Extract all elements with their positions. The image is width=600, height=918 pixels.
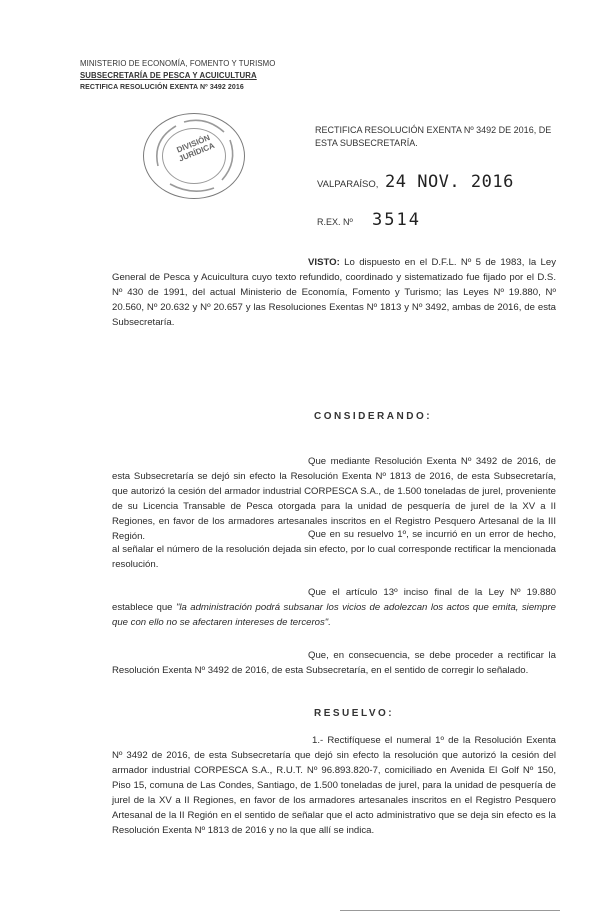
considerando-paragraph-2 bbox=[112, 527, 556, 572]
p3-text: Que el artículo 13º inciso final de la Ley Nº 19.880 establece que bbox=[112, 587, 556, 613]
division-juridica-stamp bbox=[143, 113, 245, 199]
resuelvo-1-text: 1.- Rectifíquese el numeral 1º de la Resolución Exenta Nº 3492 de 2016, de esta Subsecretaría que dejó sin efecto la resolución que autorizó la cesión del armador industrial CORPESCA S.A., R.U.T. Nº 96.893.820-7, comiciliado en Avenida El Golf Nº 150, Piso 15, comuna de Las Condes, Santiago, de 1.500 toneladas de jurel, para la unidad de pesquería de jurel de la XV a II Regiones, en favor de los armadores artesanales inscritos en el Registro Pesquero Artesanal de la II Región en el sentido de señalar que el acto administrativo que se deja sin efecto es la Resolución Exenta Nº 1813 de 2016 y no la que allí se indica. bbox=[112, 735, 556, 836]
visto-label: VISTO: bbox=[308, 257, 340, 268]
footer-rule bbox=[340, 910, 560, 911]
considerando-paragraph-3 bbox=[112, 585, 556, 630]
place-label: VALPARAÍSO, bbox=[317, 179, 379, 190]
stamp-center-text: DIVISIÓN JURÍDICA bbox=[175, 133, 216, 164]
ministry-header: MINISTERIO DE ECONOMÍA, FOMENTO Y TURISMO bbox=[80, 59, 276, 68]
subsecretaria-header: SUBSECRETARÍA DE PESCA Y ACUICULTURA bbox=[80, 71, 257, 80]
p3-quote: "la administración podrá subsanar los vicios de adolezcan los actos que emita, siempre que con ello no se afectaren intereses de terceros". bbox=[112, 602, 557, 628]
p2-text: Que en su resuelvo 1º, se incurrió en un error de hecho, al señalar el número de la resolución dejada sin efecto, por lo cual corresponde rectificar la mencionada resolución. bbox=[112, 529, 556, 570]
rectifica-header: RECTIFICA RESOLUCIÓN EXENTA Nº 3492 2016 bbox=[80, 84, 244, 91]
reference-line: RECTIFICA RESOLUCIÓN EXENTA Nº 3492 DE 2016, DE ESTA SUBSECRETARÍA. bbox=[315, 125, 552, 148]
visto-paragraph bbox=[112, 255, 556, 330]
rex-number: 3514 bbox=[372, 210, 421, 230]
p4-text: Que, en consecuencia, se debe proceder a rectificar la Resolución Exenta Nº 3492 de 2016, de esta Subsecretaría, en el sentido de corregir lo señalado. bbox=[112, 650, 556, 676]
considerando-heading: CONSIDERANDO: bbox=[314, 411, 433, 422]
visto-text: Lo dispuesto en el D.F.L. Nº 5 de 1983, la Ley General de Pesca y Acuicultura cuyo texto refundido, coordinado y sistematizado fue fijado por el D.S. Nº 430 de 1991, del actual Ministerio de Economía, Fomento y Turismo; las Leyes Nº 19.880, Nº 20.560, Nº 20.632 y Nº 20.657 y las Resoluciones Exentas Nº 1813 y Nº 3492, ambas de 2016, de esta Subsecretaría. bbox=[112, 257, 556, 328]
stamped-date: 24 NOV. 2016 bbox=[385, 172, 514, 192]
p1-text: Que mediante Resolución Exenta Nº 3492 de 2016, de esta Subsecretaría se dejó sin efecto la Resolución Exenta Nº 1813 de 2016, de esta Subsecretaría, que autorizó la cesión del armador industrial CORPESCA S.A., de 1.500 toneladas de jurel, proveniente de su Licencia Transable de Pesca otorgada para la unidad de pesquería de jurel de la XV a II Regiones, en favor de los armadores artesanales inscritos en el Registro Pesquero Artesanal de la III Región. bbox=[112, 456, 556, 542]
rex-label: R.EX. Nº bbox=[317, 217, 353, 227]
considerando-paragraph-4 bbox=[112, 648, 556, 678]
resuelvo-heading: RESUELVO: bbox=[314, 708, 395, 719]
resuelvo-paragraph-1 bbox=[112, 733, 556, 838]
